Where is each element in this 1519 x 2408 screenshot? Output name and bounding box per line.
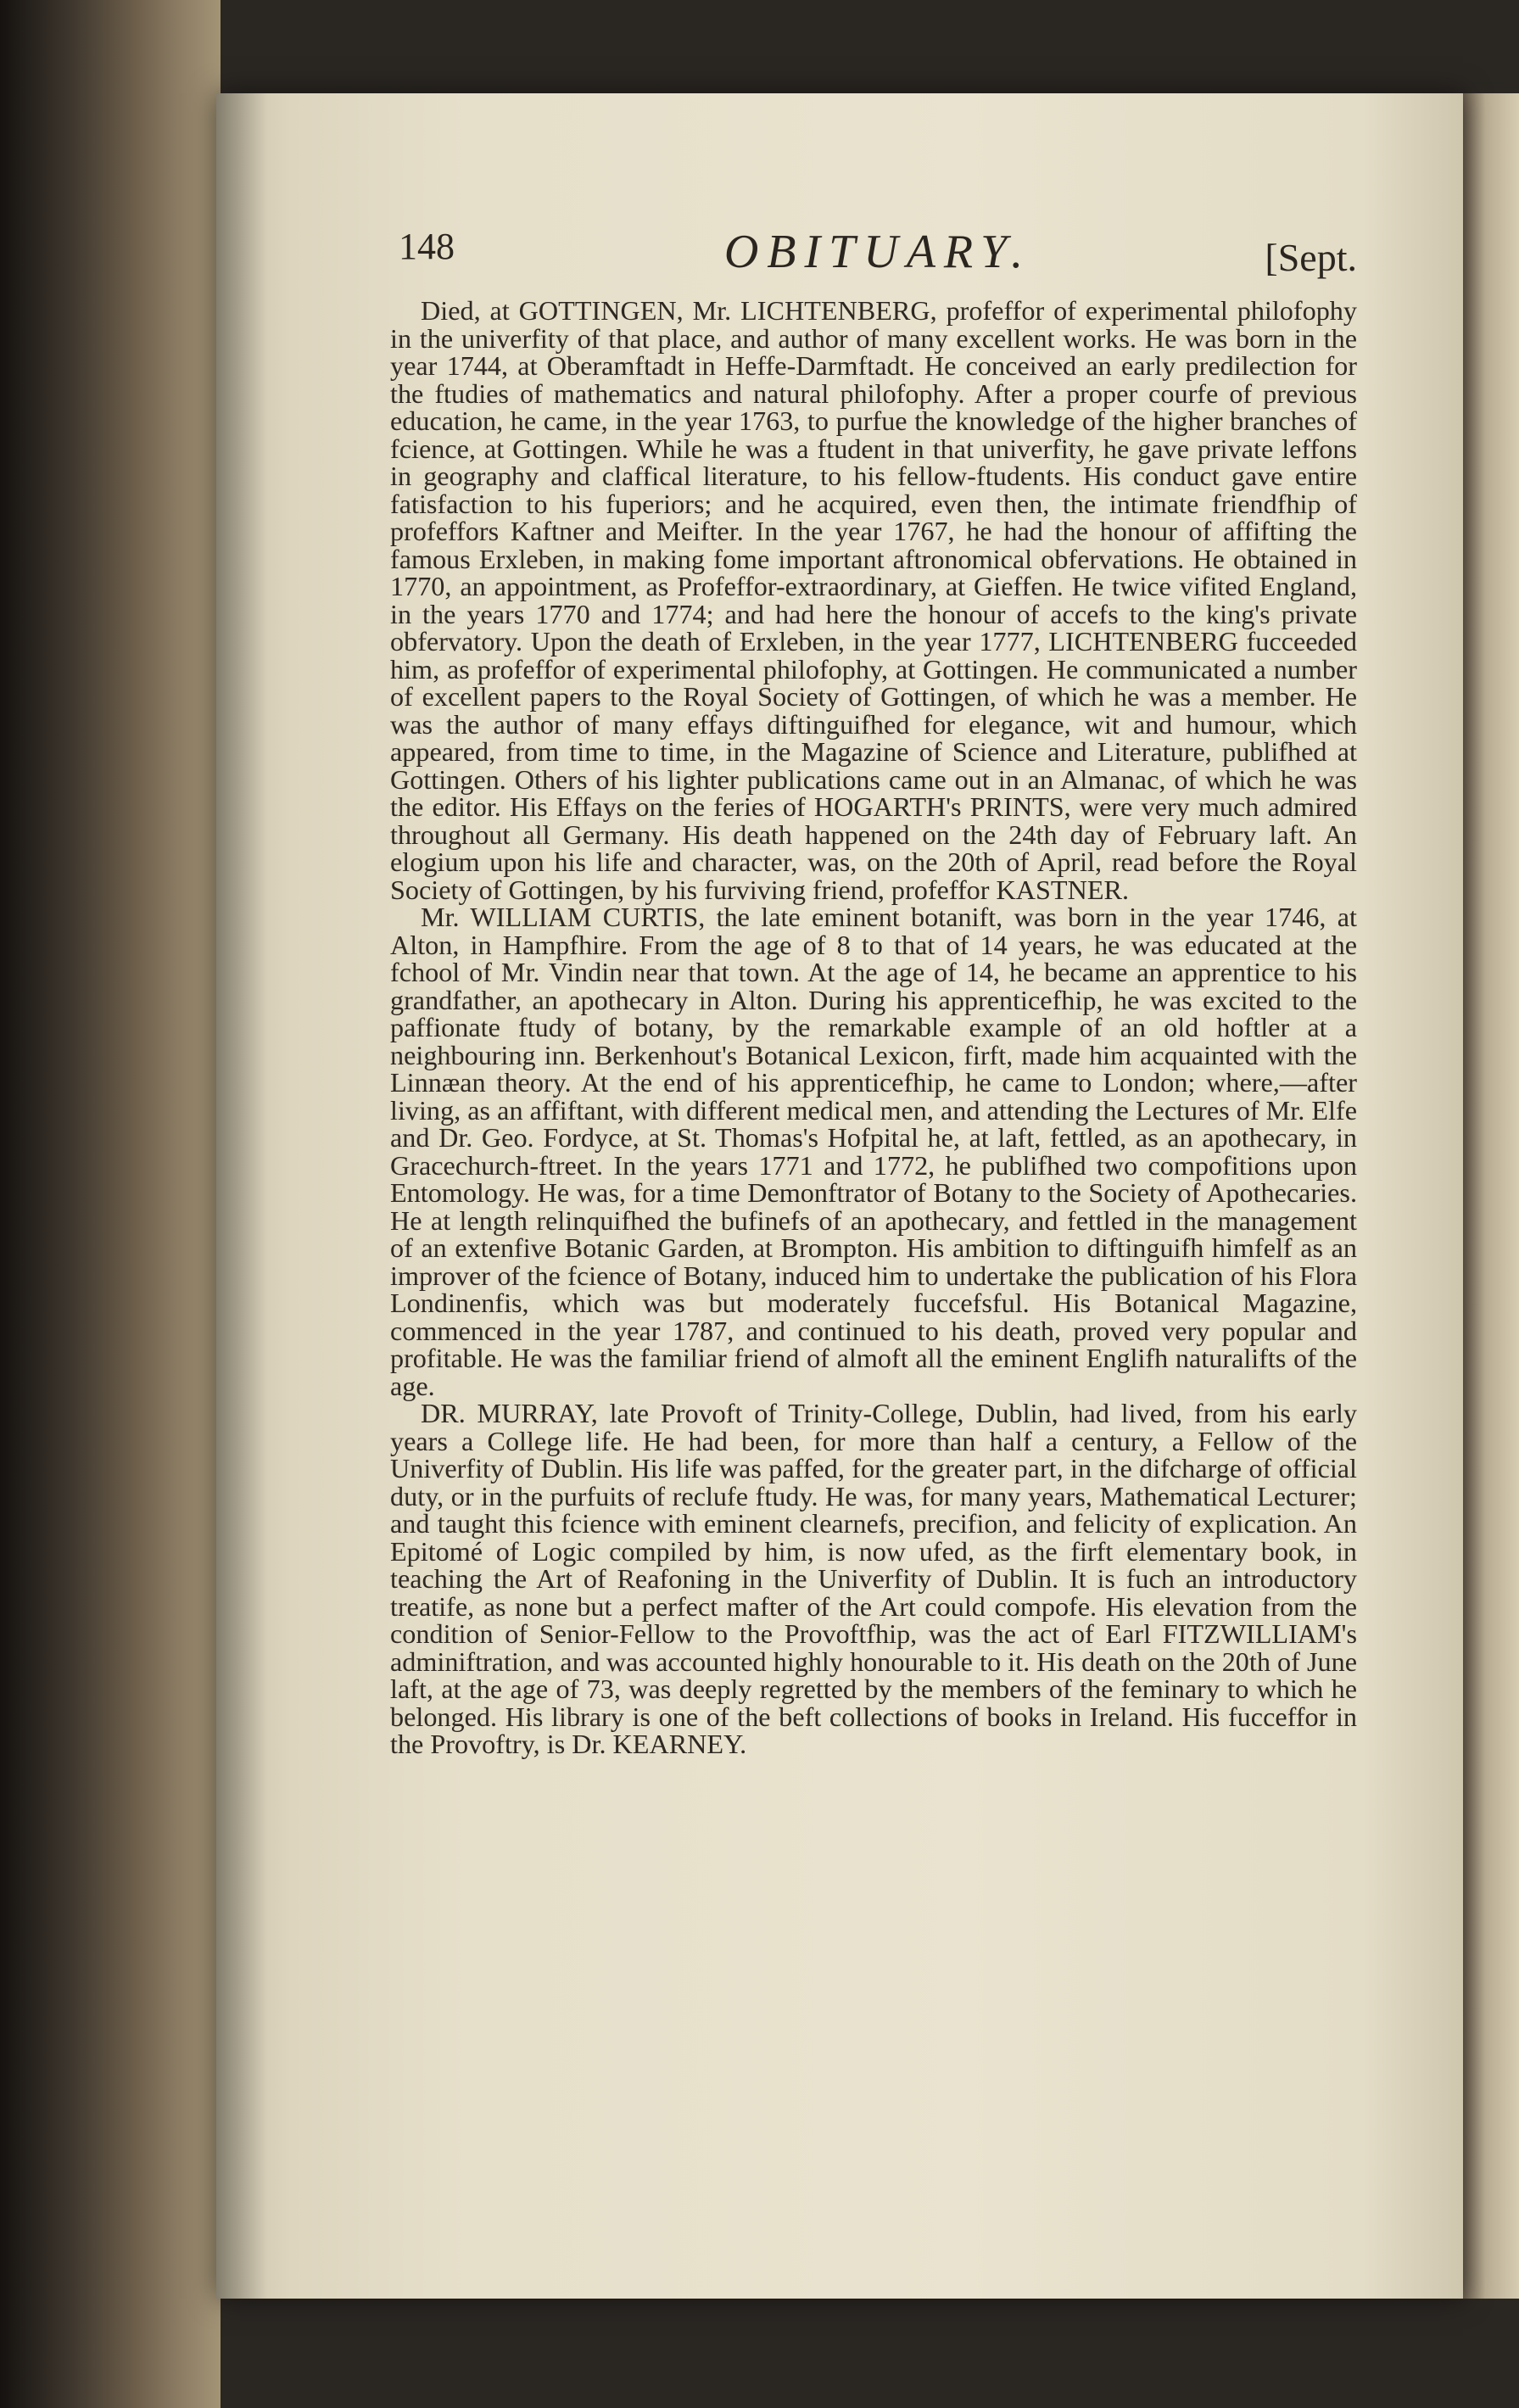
running-header <box>399 225 1357 293</box>
facing-page-edge <box>1463 93 1519 2299</box>
running-title: OBITUARY. <box>723 226 1032 278</box>
page-number: 148 <box>399 226 455 267</box>
running-date: [Sept. <box>1265 236 1357 279</box>
paragraph-curtis: Mr. WILLIAM CURTIS, the late eminent botanift, was born in the year 1746, at Alton, in Hampfhire. From the age of 8 to that of 14 years, he was educated at the fchool of Mr. Vindin near that town. At the age of 14, he became an apprentice to his grandfather, an apothecary in Alton. During his apprenticefhip, he was excited to the paffionate ftudy of botany, by the remarkable example of an old hoftler at a neighbouring inn. Berkenhout's Botanical Lexicon, firft, made him acquainted with the Linnæan theory. At the end of his apprenticefhip, he came to London; where,—after living, as an affiftant, with different medical men, and attending the Lectures of Mr. Elfe and Dr. Geo. Fordyce, at St. Thomas's Hofpital he, at laft, fettled, as an apothecary, in Gracechurch-ftreet. In the years 1771 and 1772, he publifhed two compofitions upon Entomology. He was, for a time Demonftrator of Botany to the Society of Apothecaries. He at length relinquifhed the bufinefs of an apothecary, and fettled in the management of an extenfive Botanic Garden, at Brompton. His ambition to diftinguifh himfelf as an improver of the fcience of Botany, induced him to undertake the publication of his Flora Londinenfis, which was but moderately fuccefsful. His Botanical Magazine, commenced in the year 1787, and continued to his death, proved very popular and profitable. He was the familiar friend of almoft all the eminent Englifh naturalifts of the age. <box>390 902 1357 1401</box>
paragraph-murray: DR. MURRAY, late Provoft of Trinity-College, Dublin, had lived, from his early years a College life. He had been, for more than half a century, a Fellow of the Univerfity of Dublin. His life was paffed, for the greater part, in the difcharge of official duty, or in the purfuits of reclufe ftudy. He was, for many years, Mathematical Lecturer; and taught this fcience with eminent clearnefs, precifion, and felicity of explication. An Epitomé of Logic compiled by him, is now ufed, as the firft elementary book, in teaching the Art of Reafoning in the Univerfity of Dublin. It is fuch an introductory treatife, as none but a perfect mafter of the Art could compofe. His elevation from the condition of Senior-Fellow to the Provoftfhip, was the act of Earl FITZWILLIAM's adminiftration, and was accounted highly honourable to it. His death on the 20th of June laft, at the age of 73, was deeply regretted by the members of the feminary to which he belonged. His library is one of the beft collections of books in Ireland. His fucceffor in the Provoftry, is Dr. KEARNEY. <box>390 1398 1357 1759</box>
obituary-text <box>390 297 1357 1758</box>
paragraph-lichtenberg: Died, at GOTTINGEN, Mr. LICHTENBERG, profeffor of experimental philofophy in the univerfity of that place, and author of many excellent works. He was born in the year 1744, at Oberamftadt in Heffe-Darmftadt. He conceived an early predilection for the ftudies of mathematics and natural philofophy. After a proper courfe of previous education, he came, in the year 1763, to purfue the knowledge of the higher branches of fcience, at Gottingen. While he was a ftudent in that univerfity, he gave private leffons in geography and claffical literature, to his fellow-ftudents. His conduct gave entire fatisfaction to his fuperiors; and he acquired, even then, the intimate friendfhip of profeffors Kaftner and Meifter. In the year 1767, he had the honour of affifting the famous Erxleben, in making fome important aftronomical obfervations. He obtained in 1770, an appointment, as Profeffor-extraordinary, at Gieffen. He twice vifited England, in the years 1770 and 1774; and had here the honour of accefs to the king's private obfervatory. Upon the death of Erxleben, in the year 1777, LICHTENBERG fucceeded him, as profeffor of experimental philofophy, at Gottingen. He communicated a number of excellent papers to the Royal Society of Gottingen, of which he was a member. He was the author of many effays diftinguifhed for elegance, wit and humour, which appeared, from time to time, in the Magazine of Science and Literature, publifhed at Gottingen. Others of his lighter publications came out in an Almanac, of which he was the editor. His Effays on the feries of HOGARTH's PRINTS, were very much admired throughout all Germany. His death happened on the 24th day of February laft. An elogium upon his life and character, was, on the 20th of April, read before the Royal Society of Gottingen, by his furviving friend, profeffor KASTNER. <box>390 295 1357 905</box>
gutter-shadow <box>216 93 267 2299</box>
book-spine <box>0 0 221 2408</box>
